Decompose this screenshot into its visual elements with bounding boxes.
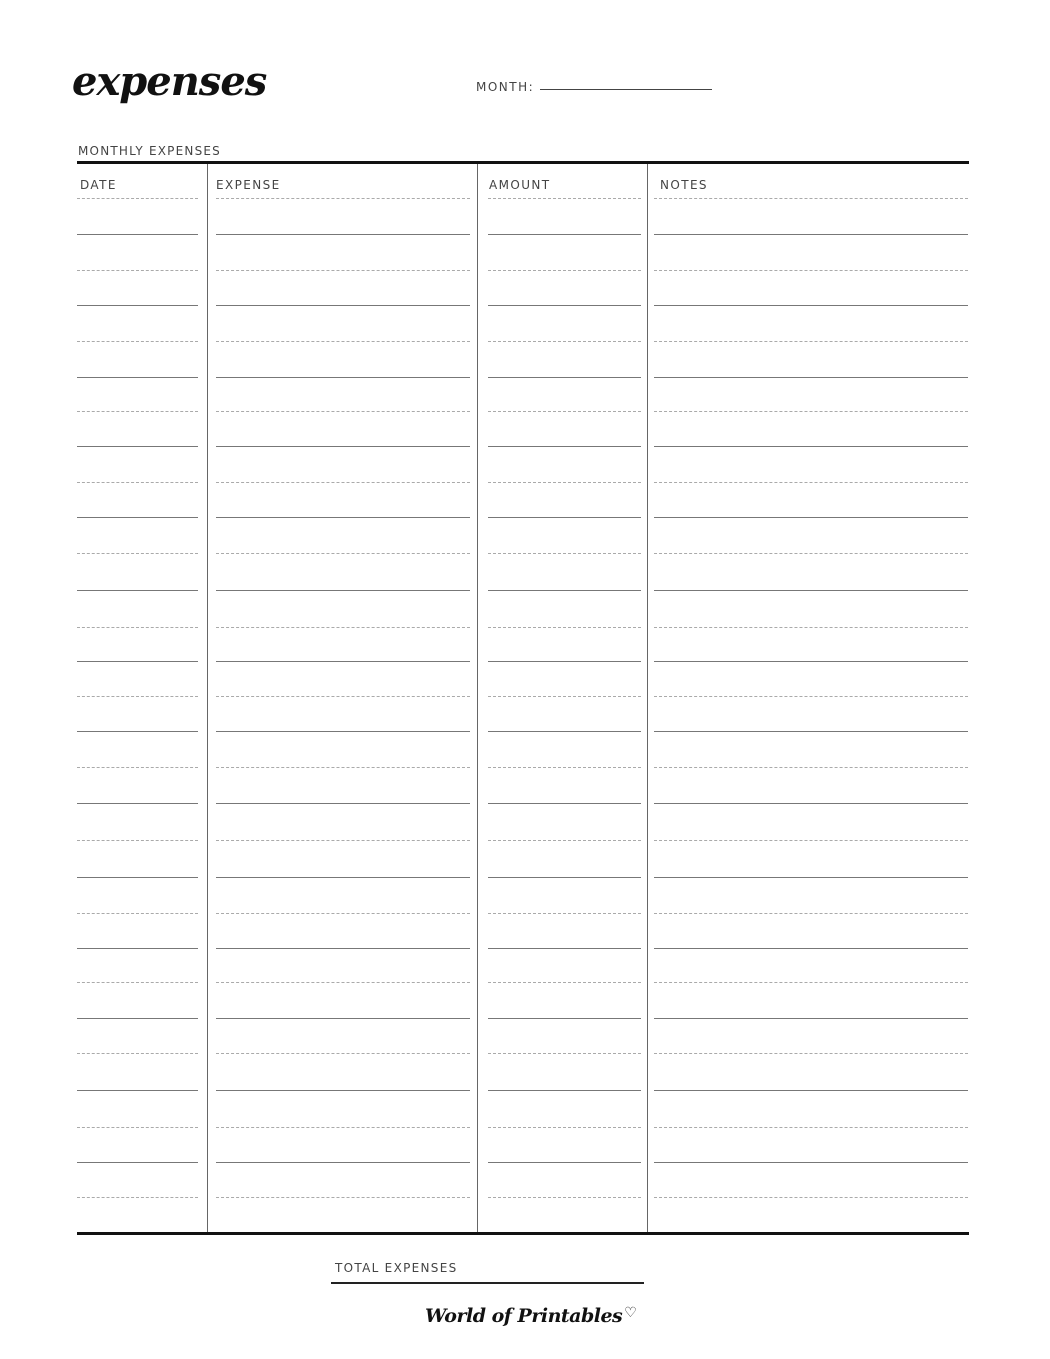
row-line-notes[interactable]: [654, 1018, 968, 1019]
row-line-date[interactable]: [77, 234, 198, 235]
row-line-expense[interactable]: [216, 482, 470, 483]
row-line-amount[interactable]: [488, 234, 641, 235]
row-line-amount[interactable]: [488, 270, 641, 271]
row-line-notes[interactable]: [654, 803, 968, 804]
row-line-amount[interactable]: [488, 377, 641, 378]
row-line-date[interactable]: [77, 840, 198, 841]
row-line-amount[interactable]: [488, 1018, 641, 1019]
row-line-amount[interactable]: [488, 877, 641, 878]
row-line-notes[interactable]: [654, 341, 968, 342]
row-line-amount[interactable]: [488, 517, 641, 518]
row-line-amount[interactable]: [488, 446, 641, 447]
row-line-amount[interactable]: [488, 1162, 641, 1163]
row-line-notes[interactable]: [654, 767, 968, 768]
row-line-notes[interactable]: [654, 234, 968, 235]
row-line-date[interactable]: [77, 198, 198, 199]
row-line-amount[interactable]: [488, 661, 641, 662]
row-line-notes[interactable]: [654, 270, 968, 271]
row-line-notes[interactable]: [654, 553, 968, 554]
row-line-amount[interactable]: [488, 1127, 641, 1128]
row-line-expense[interactable]: [216, 731, 470, 732]
row-line-notes[interactable]: [654, 696, 968, 697]
row-line-date[interactable]: [77, 270, 198, 271]
row-line-date[interactable]: [77, 446, 198, 447]
row-line-amount[interactable]: [488, 1090, 641, 1091]
row-line-notes[interactable]: [654, 948, 968, 949]
row-line-expense[interactable]: [216, 1053, 470, 1054]
row-line-date[interactable]: [77, 411, 198, 412]
section-title: MONTHLY EXPENSES: [78, 144, 221, 158]
row-line-date[interactable]: [77, 590, 198, 591]
row-line-expense[interactable]: [216, 341, 470, 342]
month-field[interactable]: [540, 89, 712, 90]
row-line-date[interactable]: [77, 731, 198, 732]
row-line-amount[interactable]: [488, 590, 641, 591]
total-expenses-field[interactable]: [331, 1282, 644, 1284]
row-line-expense[interactable]: [216, 696, 470, 697]
row-line-amount[interactable]: [488, 913, 641, 914]
row-line-date[interactable]: [77, 482, 198, 483]
row-line-amount[interactable]: [488, 305, 641, 306]
row-line-notes[interactable]: [654, 1090, 968, 1091]
row-line-expense[interactable]: [216, 446, 470, 447]
row-line-amount[interactable]: [488, 627, 641, 628]
row-line-notes[interactable]: [654, 877, 968, 878]
row-line-date[interactable]: [77, 913, 198, 914]
row-line-amount[interactable]: [488, 982, 641, 983]
row-line-notes[interactable]: [654, 1053, 968, 1054]
row-line-notes[interactable]: [654, 305, 968, 306]
row-line-notes[interactable]: [654, 982, 968, 983]
row-line-date[interactable]: [77, 877, 198, 878]
column-header-expense: EXPENSE: [216, 178, 281, 192]
row-line-amount[interactable]: [488, 767, 641, 768]
total-expenses-label: TOTAL EXPENSES: [335, 1261, 458, 1275]
row-line-notes[interactable]: [654, 1127, 968, 1128]
row-line-date[interactable]: [77, 661, 198, 662]
row-line-expense[interactable]: [216, 553, 470, 554]
row-line-amount[interactable]: [488, 198, 641, 199]
row-line-notes[interactable]: [654, 377, 968, 378]
row-line-amount[interactable]: [488, 553, 641, 554]
row-line-notes[interactable]: [654, 661, 968, 662]
row-line-date[interactable]: [77, 1090, 198, 1091]
brand-text: World of Printables: [425, 1305, 623, 1327]
table-bottom-rule: [77, 1232, 969, 1235]
row-line-expense[interactable]: [216, 877, 470, 878]
row-line-amount[interactable]: [488, 482, 641, 483]
row-line-date[interactable]: [77, 341, 198, 342]
row-line-date[interactable]: [77, 1162, 198, 1163]
brand-logo: [425, 1305, 636, 1327]
heart-icon: ♡: [624, 1305, 637, 1321]
row-line-date[interactable]: [77, 553, 198, 554]
row-line-date[interactable]: [77, 1018, 198, 1019]
row-line-expense[interactable]: [216, 198, 470, 199]
row-line-expense[interactable]: [216, 661, 470, 662]
row-line-notes[interactable]: [654, 1197, 968, 1198]
row-line-amount[interactable]: [488, 696, 641, 697]
row-line-expense[interactable]: [216, 840, 470, 841]
column-header-notes: NOTES: [660, 178, 708, 192]
row-line-date[interactable]: [77, 982, 198, 983]
row-line-amount[interactable]: [488, 1053, 641, 1054]
row-line-expense[interactable]: [216, 948, 470, 949]
row-line-notes[interactable]: [654, 1162, 968, 1163]
row-line-date[interactable]: [77, 517, 198, 518]
row-line-expense[interactable]: [216, 377, 470, 378]
row-line-expense[interactable]: [216, 234, 470, 235]
row-line-expense[interactable]: [216, 1090, 470, 1091]
column-divider: [207, 164, 208, 1232]
row-line-amount[interactable]: [488, 341, 641, 342]
row-line-expense[interactable]: [216, 767, 470, 768]
row-line-expense[interactable]: [216, 411, 470, 412]
row-line-notes[interactable]: [654, 627, 968, 628]
row-line-expense[interactable]: [216, 1018, 470, 1019]
table-top-rule: [77, 161, 969, 164]
column-header-date: DATE: [80, 178, 117, 192]
row-line-notes[interactable]: [654, 731, 968, 732]
row-line-notes[interactable]: [654, 198, 968, 199]
row-line-date[interactable]: [77, 696, 198, 697]
row-line-date[interactable]: [77, 627, 198, 628]
row-line-expense[interactable]: [216, 1197, 470, 1198]
row-line-amount[interactable]: [488, 1197, 641, 1198]
row-line-expense[interactable]: [216, 590, 470, 591]
row-line-amount[interactable]: [488, 411, 641, 412]
row-line-expense[interactable]: [216, 305, 470, 306]
row-line-notes[interactable]: [654, 913, 968, 914]
month-label: MONTH:: [476, 80, 535, 94]
row-line-date[interactable]: [77, 305, 198, 306]
row-line-expense[interactable]: [216, 803, 470, 804]
row-line-expense[interactable]: [216, 517, 470, 518]
column-divider: [647, 164, 648, 1232]
row-line-notes[interactable]: [654, 446, 968, 447]
row-line-date[interactable]: [77, 1197, 198, 1198]
row-line-notes[interactable]: [654, 411, 968, 412]
row-line-amount[interactable]: [488, 948, 641, 949]
row-line-notes[interactable]: [654, 840, 968, 841]
row-line-expense[interactable]: [216, 982, 470, 983]
row-line-amount[interactable]: [488, 731, 641, 732]
row-line-expense[interactable]: [216, 1127, 470, 1128]
row-line-notes[interactable]: [654, 482, 968, 483]
row-line-date[interactable]: [77, 1127, 198, 1128]
row-line-notes[interactable]: [654, 517, 968, 518]
column-divider: [477, 164, 478, 1232]
row-line-date[interactable]: [77, 948, 198, 949]
column-header-amount: AMOUNT: [489, 178, 551, 192]
row-line-date[interactable]: [77, 1053, 198, 1054]
row-line-amount[interactable]: [488, 840, 641, 841]
row-line-date[interactable]: [77, 377, 198, 378]
page-title: expenses: [72, 58, 267, 105]
row-line-date[interactable]: [77, 803, 198, 804]
row-line-notes[interactable]: [654, 590, 968, 591]
row-line-expense[interactable]: [216, 270, 470, 271]
row-line-expense[interactable]: [216, 1162, 470, 1163]
row-line-date[interactable]: [77, 767, 198, 768]
row-line-expense[interactable]: [216, 913, 470, 914]
row-line-expense[interactable]: [216, 627, 470, 628]
row-line-amount[interactable]: [488, 803, 641, 804]
